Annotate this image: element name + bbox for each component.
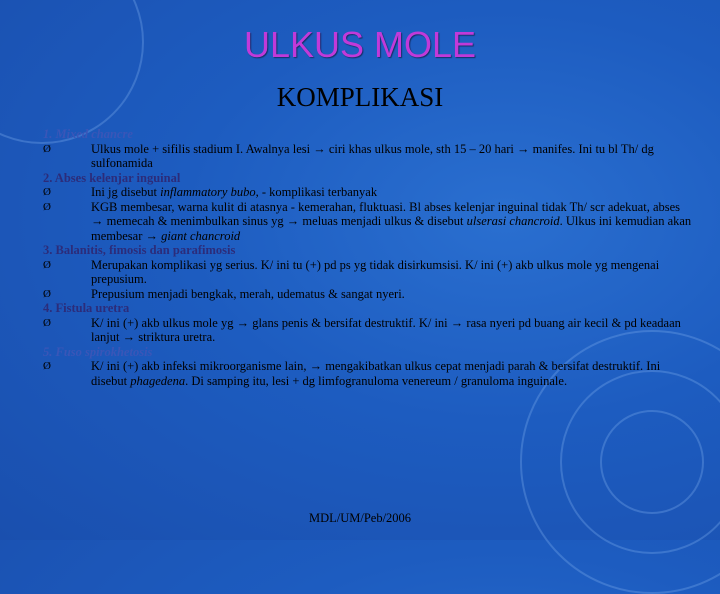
bullet-arrow-icon: Ø xyxy=(43,142,51,155)
bullet-arrow-icon: Ø xyxy=(43,316,51,329)
bullet-arrow-icon: Ø xyxy=(43,258,51,271)
item-text: K/ ini (+) akb infeksi mikroorganisme lain, → mengakibatkan ulkus cepat menjadi parah & bersifat destruktif. Ini disebut xyxy=(91,359,661,388)
section xyxy=(43,301,693,345)
section-heading: 1. Mixed chancre xyxy=(43,127,133,141)
background-swirl xyxy=(600,410,704,514)
item-text-italic: inflammatory bubo xyxy=(160,185,256,199)
bullet-item xyxy=(43,287,693,302)
section xyxy=(43,171,693,244)
slide-title: ULKUS MOLE xyxy=(243,24,477,65)
section-heading: 4. Fistula uretra xyxy=(43,301,130,315)
item-text: Ini jg disebut xyxy=(91,185,161,199)
bullet-arrow-icon: Ø xyxy=(43,186,51,198)
bullet-arrow-icon: Ø xyxy=(43,200,51,213)
item-text: , - komplikasi terbanyak xyxy=(255,185,378,199)
item-text: Ulkus mole + sifilis stadium I. Awalnya lesi → ciri khas ulkus mole, sth 15 – 20 hari → manifes. Ini tu bl Th/ dg sulfonamida xyxy=(91,141,654,170)
bullet-item xyxy=(43,142,693,171)
background-swirl xyxy=(0,0,144,144)
bullet-item xyxy=(43,258,693,287)
bullet-item xyxy=(43,185,693,200)
item-text-italic: ulserasi chancroid xyxy=(466,214,560,228)
section-heading: 2. Abses kelenjar inguinal xyxy=(43,170,181,185)
item-text: . Di samping itu, lesi + dg limfogranuloma venereum / granuloma inguinale. xyxy=(185,373,568,388)
section-heading: 5. Fuso spirokhetosis xyxy=(43,344,153,359)
item-text-italic: giant chancroid xyxy=(161,228,241,243)
item-text: Prepusium menjadi bengkak, merah, udematus & sangat nyeri. xyxy=(91,286,405,301)
section xyxy=(43,243,693,301)
slide-subtitle: KOMPLIKASI xyxy=(276,82,444,112)
item-text: K/ ini (+) akb ulkus mole yg → glans penis & bersifat destruktif. K/ ini → rasa nyeri pd buang air kecil & pd keadaan lanjut → striktura uretra. xyxy=(91,315,681,344)
item-text: Merupakan komplikasi yg serius. K/ ini tu (+) pd ps yg tidak disirkumsisi. K/ ini (+) akb ulkus mole yg mengenai prepusium. xyxy=(91,257,660,286)
item-text: KGB membesar, warna kulit di atasnya - kemerahan, fluktuasi. Bl abses kelenjar inguinal tidak Th/ scr adekuat, abses → memecah & menimbulkan sinus yg → meluas menjadi ulkus & disebut xyxy=(91,199,681,228)
bullet-item xyxy=(43,200,693,244)
bullet-arrow-icon: Ø xyxy=(43,287,51,300)
section-heading: 3. Balanitis, fimosis dan parafimosis xyxy=(43,243,236,257)
item-text: . Ulkus ini kemudian akan membesar → xyxy=(91,214,692,243)
section xyxy=(43,127,693,171)
slide-content xyxy=(43,127,693,388)
item-text-italic: phagedena xyxy=(130,373,186,388)
bullet-arrow-icon: Ø xyxy=(43,360,51,372)
bullet-item xyxy=(43,316,693,345)
slide-footer: MDL/UM/Peb/2006 xyxy=(308,511,412,525)
section xyxy=(43,345,693,389)
bullet-item xyxy=(43,359,693,388)
